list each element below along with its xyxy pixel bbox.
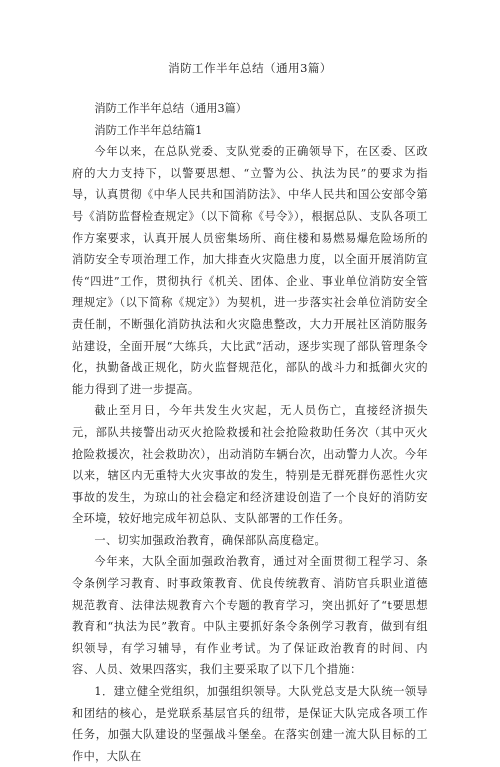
document-title: 消防工作半年总结（通用3篇） (168, 61, 332, 75)
heading-political-education: 一、切实加强政治教育，确保部队高度稳定。 (94, 533, 327, 547)
document-subtitle: 消防工作半年总结（通用3篇） (94, 102, 247, 115)
paragraph-organization: 1．建立健全党组织，加强组织领导。大队党总支是大队统一领导和团结的核心，是党联系基层官兵的纽带，是保证大队完成各项工作任务，加强大队建设的坚强战斗堡垒。在落实创建一流大队目标的工作中，大队在 (72, 685, 428, 763)
paragraph-education: 今年来，大队全面加强政治教育，通过对全面贯彻工程学习、条令条例学习教育、时事政策教育、优良传统教育、消防官兵职业道德规范教育、法律法规教育六个专题的教育学习，突出抓好了“t要思想教育和“执法为民”教育。中队主要抓好条令条例学习教育，做到有组织领导，有学习辅导，有作业考试。为了保证政治教育的时间、内容、人员、效果四落实，我们主要采取了以下几个措施： (72, 555, 428, 677)
paragraph-intro: 今年以来，在总队党委、支队党委的正确领导下，在区委、区政府的大力支持下，以警要思想、“立警为公、执法为民”的要求为指导，认真贯彻《中华人民共和国消防法》、中华人民共和国公安部令第号《消防监督检查规定》（以下简称《号令》），根据总队、支队各项工作方案要求，认真开展人员密集场所、商住楼和易燃易爆危险场所的消防安全专项治理工作，加大排查火灾隐患力度，以全面开展消防宣传“四进”工作，贯彻执行《机关、团体、企业、事业单位消防安全管理规定》（以下简称《规定》）为契机，进一步落实社会单位消防安全责任制，不断强化消防执法和火灾隐患整改，大力开展社区消防服务站建设，全面开展“大练兵，大比武”活动，逐步实现了部队管理条令化，执勤备战正规化，防火监督规范化，部队的战斗力和抵御火灾的能力得到了进一步提高。 (72, 145, 428, 396)
section-heading: 消防工作半年总结篇1 (94, 123, 203, 137)
paragraph-statistics: 截止至月日，今年共发生火灾起，无人员伤亡，直接经济损失元，部队共接警出动灭火抢险救援和社会抢险救助任务次（其中灭火抢险救援次，社会救助次），出动消防车辆台次，出动警力人次。今年以来，辖区内无重特大火灾事故的发生，特别是无群死群伤恶性火灾事故的发生，为琼山的社会稳定和经济建设创造了一个良好的消防安全环境，较好地完成年初总队、支队部署的工作任务。 (72, 404, 428, 526)
